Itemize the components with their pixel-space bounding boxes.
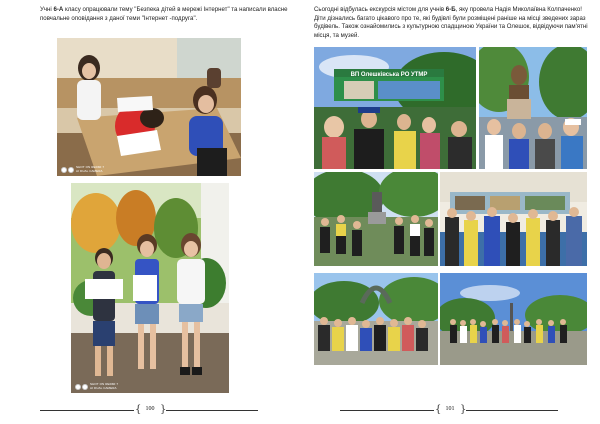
park-monument-photo xyxy=(314,172,438,266)
monument-bust-photo xyxy=(479,47,587,169)
group-at-monument-photo xyxy=(314,273,438,365)
footer-brace-open: { xyxy=(135,404,142,415)
page-number: 100 xyxy=(145,406,155,412)
museum-exhibit-photo xyxy=(440,172,587,266)
right-page xyxy=(300,0,600,424)
left-page-caption: Учні 6-А класу опрацювали тему "Безпека дітей в мережі Інтернет" та написали власне повчальне оповідання з даної теми "Інтернет -подруга". xyxy=(40,6,288,22)
right-page-footer xyxy=(300,404,600,418)
classroom-photo xyxy=(57,38,241,176)
footer-rule-right xyxy=(466,410,558,411)
group-at-sign-photo xyxy=(314,47,476,169)
group-in-square-photo xyxy=(440,273,587,365)
footer-brace-close: } xyxy=(460,404,467,415)
footer-rule-right xyxy=(166,410,258,411)
footer-brace-close: } xyxy=(160,404,167,415)
left-page-footer xyxy=(0,404,300,418)
footer-rule-left xyxy=(340,410,434,411)
footer-rule-left xyxy=(40,410,134,411)
class-name: 6-Б xyxy=(445,6,456,13)
sign-text: ВП Олешківська РО УТМР xyxy=(350,72,428,78)
footer-brace-open: { xyxy=(435,404,442,415)
right-page-caption: Сьогодні відбулась екскурсія містом для учнів 6-Б, яку провела Надія Миколаївна Колпаченко! Діти дізнались багато цікавого про те, які будівлі були розміщені раніше на місці зведених зараз будівель. Також ознайомились з культурною спадщиною України та Олешок, відвідуючи пам'ятні місця, та музей. xyxy=(314,6,588,39)
camera-watermark: SHOT ON REDMI 7 AI DUAL CAMERA xyxy=(61,166,104,173)
class-name: 6-А xyxy=(53,6,64,13)
camera-watermark: SHOT ON REDMI 7 AI DUAL CAMERA xyxy=(75,383,118,390)
children-with-papers-photo xyxy=(71,183,229,393)
page-number: 101 xyxy=(445,406,455,412)
